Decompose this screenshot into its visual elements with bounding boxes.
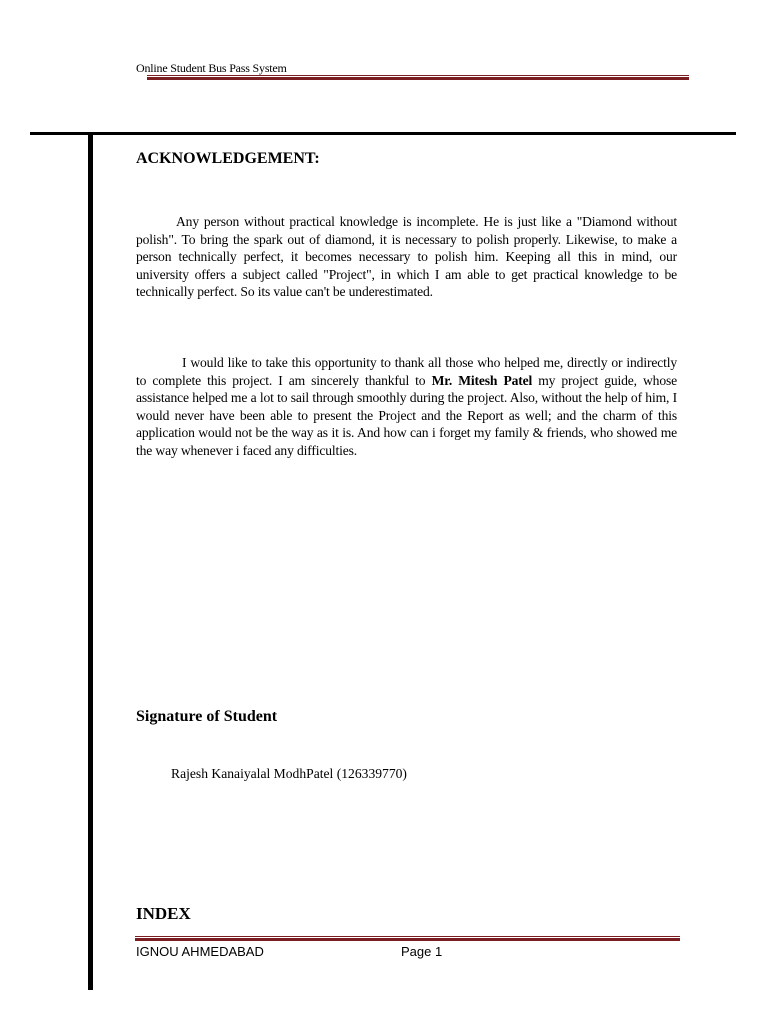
header-rule bbox=[147, 75, 689, 80]
index-heading: INDEX bbox=[136, 904, 191, 923]
student-name: Rajesh Kanaiyalal ModhPatel (126339770) bbox=[171, 766, 407, 781]
acknowledgement-paragraph-1: Any person without practical knowledge is incomplete. He is just like a "Diamond without polish". To bring the spark out of diamond, it is necessary to polish properly. Likewise, to make a person technically perfect, it becomes necessary to polish him. Keeping all this in mind, our university offers a subject called "Project", in which I am able to get practical knowledge to be technically perfect. So its value can't be underestimated. bbox=[136, 214, 677, 300]
footer-rule bbox=[135, 936, 680, 941]
footer-institution: IGNOU AHMEDABAD bbox=[136, 944, 264, 959]
paragraph-2-text-start: I would like to take this opportunity to thank all those who helped me, directly or indirectly to complete this project. I am sincerely thankful to bbox=[136, 355, 677, 388]
paragraph-2-text-end: my project guide, whose assistance helped me a lot to sail through smoothly during the project. Also, without the help of him, I would never have been able to present the Project and the Report as well; and the charm of this application would not be the way as it is. And how can i forget my family & friends, who showed me the way whenever i faced any difficulties. bbox=[136, 372, 677, 458]
acknowledgement-paragraph-2 bbox=[136, 354, 677, 460]
acknowledgement-heading: ACKNOWLEDGEMENT: bbox=[136, 150, 320, 167]
header-title: Online Student Bus Pass System bbox=[136, 61, 287, 75]
page-left-border bbox=[88, 132, 93, 990]
page-top-border bbox=[30, 132, 736, 135]
signature-heading: Signature of Student bbox=[136, 708, 278, 725]
footer-page-number: Page 1 bbox=[401, 944, 443, 959]
guide-name: Mr. Mitesh Patel bbox=[431, 372, 533, 388]
